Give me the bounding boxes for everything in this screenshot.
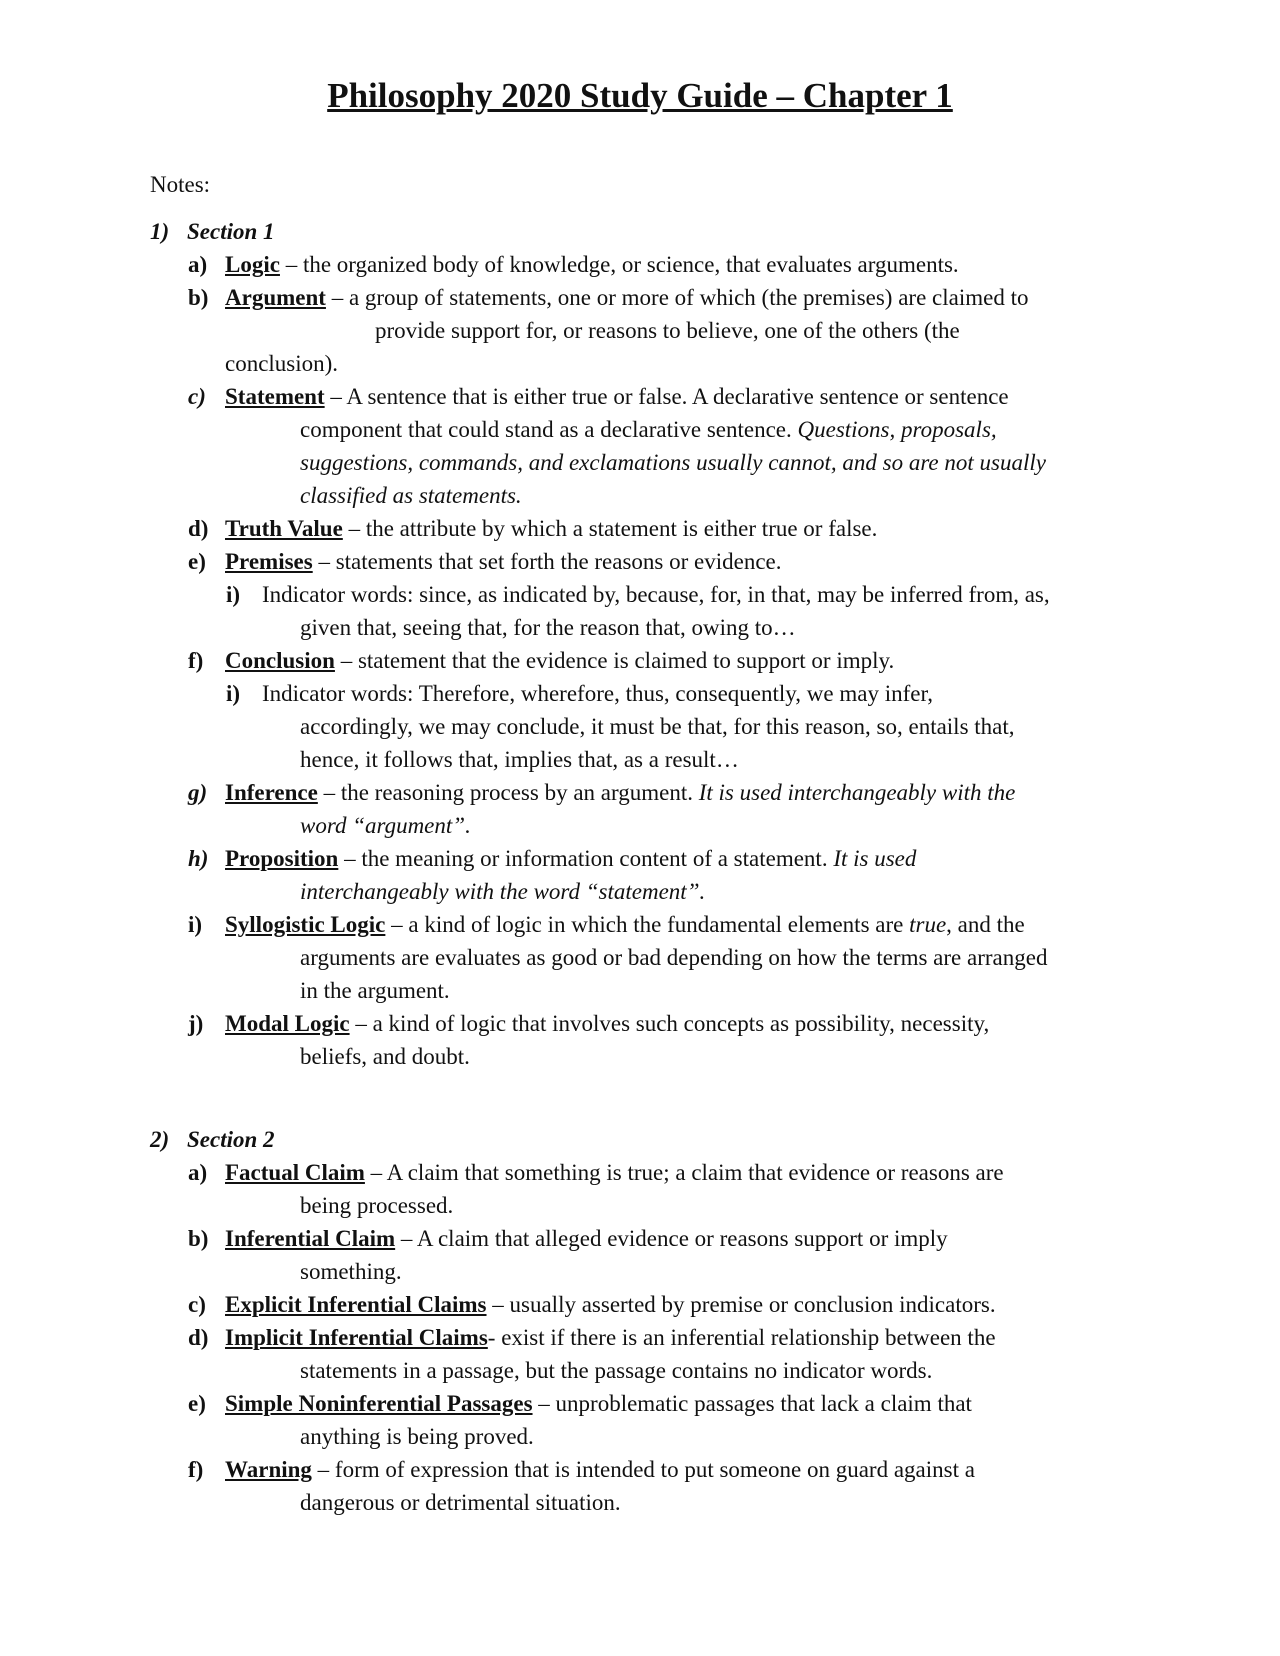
- definition-warning: [0, 1453, 1280, 1519]
- definition-logic: [0, 248, 1280, 281]
- definition-text: – the organized body of knowledge, or science, that evaluates arguments.: [279, 252, 959, 277]
- section-2: [0, 1123, 1280, 1519]
- item-label: a): [188, 1160, 208, 1185]
- definition-syllogistic-logic: [0, 908, 1280, 1007]
- sub-item-text: Indicator words: Therefore, wherefore, thus, consequently, we may infer,: [262, 681, 933, 706]
- definition-inference: [0, 776, 1280, 842]
- definition-explicit-inferential-claims: [0, 1288, 1280, 1321]
- definition-text: conclusion).: [225, 351, 339, 376]
- sub-item-text: accordingly, we may conclude, it must be that, for this reason, so, entails that,: [300, 714, 1015, 739]
- definition-text: being processed.: [300, 1193, 454, 1218]
- definition-text: – a kind of logic in which the fundamental elements are: [385, 912, 910, 937]
- term: Premises: [225, 549, 313, 574]
- section-number: 1): [150, 219, 170, 244]
- definition-text: – form of expression that is intended to put someone on guard against a: [311, 1457, 975, 1482]
- emphasis-word: true: [909, 912, 947, 937]
- term: Argument: [225, 285, 326, 310]
- definition-conclusion: [0, 644, 1280, 677]
- definition-text: provide support for, or reasons to believe, one of the others (the: [375, 318, 960, 343]
- definition-text: – a kind of logic that involves such concepts as possibility, necessity,: [349, 1011, 990, 1036]
- section-heading: [0, 215, 1280, 248]
- term: Inferential Claim: [225, 1226, 396, 1251]
- term: Conclusion: [225, 648, 335, 673]
- definition-implicit-inferential-claims: [0, 1321, 1280, 1387]
- definition-text: arguments are evaluates as good or bad depending on how the terms are arranged: [300, 945, 1048, 970]
- item-label: e): [188, 549, 206, 574]
- term: Inference: [225, 780, 318, 805]
- definition-note: classified as statements.: [300, 483, 522, 508]
- item-label: b): [188, 1226, 209, 1251]
- item-label: c): [188, 1292, 206, 1317]
- sub-item-label: i): [226, 582, 241, 607]
- definition-text: - exist if there is an inferential relationship between the: [487, 1325, 996, 1350]
- notes-label: Notes:: [150, 172, 211, 197]
- definition-text: something.: [300, 1259, 402, 1284]
- item-label: b): [188, 285, 209, 310]
- definition-text: – a group of statements, one or more of which (the premises) are claimed to: [325, 285, 1029, 310]
- term: Syllogistic Logic: [225, 912, 386, 937]
- definition-premises: [0, 545, 1280, 578]
- definition-text: anything is being proved.: [300, 1424, 534, 1449]
- item-label: h): [188, 846, 209, 871]
- definition-truth-value: [0, 512, 1280, 545]
- term: Implicit Inferential Claims: [225, 1325, 488, 1350]
- definition-text: – unproblematic passages that lack a claim that: [532, 1391, 972, 1416]
- item-label: d): [188, 516, 209, 541]
- definition-text: statements in a passage, but the passage contains no indicator words.: [300, 1358, 933, 1383]
- definition-text: component that could stand as a declarative sentence.: [300, 417, 798, 442]
- definition-note: word “argument”.: [300, 813, 471, 838]
- term: Truth Value: [225, 516, 343, 541]
- sub-item-text: hence, it follows that, implies that, as a result…: [300, 747, 739, 772]
- term: Warning: [225, 1457, 312, 1482]
- term: Explicit Inferential Claims: [225, 1292, 487, 1317]
- definition-argument: [0, 281, 1280, 380]
- definition-text: in the argument.: [300, 978, 450, 1003]
- definition-note: interchangeably with the word “statement”.: [300, 879, 706, 904]
- definition-note: It is used interchangeably with the: [698, 780, 1016, 805]
- definition-text: – A sentence that is either true or false. A declarative sentence or sentence: [324, 384, 1009, 409]
- definition-text: – A claim that alleged evidence or reasons support or imply: [395, 1226, 948, 1251]
- term: Modal Logic: [225, 1011, 350, 1036]
- sub-item-text: Indicator words: since, as indicated by, because, for, in that, may be inferred from, as,: [262, 582, 1050, 607]
- sub-item-text: given that, seeing that, for the reason that, owing to…: [300, 615, 796, 640]
- item-label: g): [188, 780, 208, 805]
- definition-text: – statement that the evidence is claimed to support or imply.: [334, 648, 895, 673]
- item-label: d): [188, 1325, 209, 1350]
- term: Proposition: [225, 846, 339, 871]
- section-1: [0, 215, 1280, 1073]
- item-label: f): [188, 1457, 204, 1482]
- premise-indicators: [0, 578, 1280, 644]
- item-label: a): [188, 252, 208, 277]
- definition-text: – statements that set forth the reasons or evidence.: [312, 549, 782, 574]
- section-name: Section 1: [187, 219, 275, 244]
- definition-proposition: [0, 842, 1280, 908]
- item-label: c): [188, 384, 206, 409]
- definition-simple-noninferential-passages: [0, 1387, 1280, 1453]
- definition-text: – the attribute by which a statement is either true or false.: [342, 516, 878, 541]
- definition-note: It is used: [833, 846, 917, 871]
- section-heading: [0, 1123, 1280, 1156]
- conclusion-indicators: [0, 677, 1280, 776]
- section-number: 2): [150, 1127, 170, 1152]
- definition-note: Questions, proposals,: [797, 417, 997, 442]
- sub-item-label: i): [226, 681, 241, 706]
- definition-text: – the meaning or information content of a statement.: [338, 846, 834, 871]
- definition-factual-claim: [0, 1156, 1280, 1222]
- definition-text: – the reasoning process by an argument.: [317, 780, 699, 805]
- item-label: j): [188, 1011, 204, 1036]
- item-label: i): [188, 912, 203, 937]
- definition-modal-logic: [0, 1007, 1280, 1073]
- term: Factual Claim: [225, 1160, 365, 1185]
- definition-text: – A claim that something is true; a claim that evidence or reasons are: [364, 1160, 1004, 1185]
- item-label: e): [188, 1391, 206, 1416]
- definition-text: dangerous or detrimental situation.: [300, 1490, 621, 1515]
- term: Statement: [225, 384, 325, 409]
- definition-note: suggestions, commands, and exclamations usually cannot, and so are not usually: [300, 450, 1046, 475]
- definition-text: , and the: [946, 912, 1025, 937]
- definition-statement: [0, 380, 1280, 512]
- section-name: Section 2: [187, 1127, 275, 1152]
- item-label: f): [188, 648, 204, 673]
- page-title: Philosophy 2020 Study Guide – Chapter 1: [327, 76, 953, 115]
- definition-text: – usually asserted by premise or conclusion indicators.: [486, 1292, 996, 1317]
- definition-text: beliefs, and doubt.: [300, 1044, 470, 1069]
- term: Simple Noninferential Passages: [225, 1391, 533, 1416]
- term: Logic: [225, 252, 280, 277]
- definition-inferential-claim: [0, 1222, 1280, 1288]
